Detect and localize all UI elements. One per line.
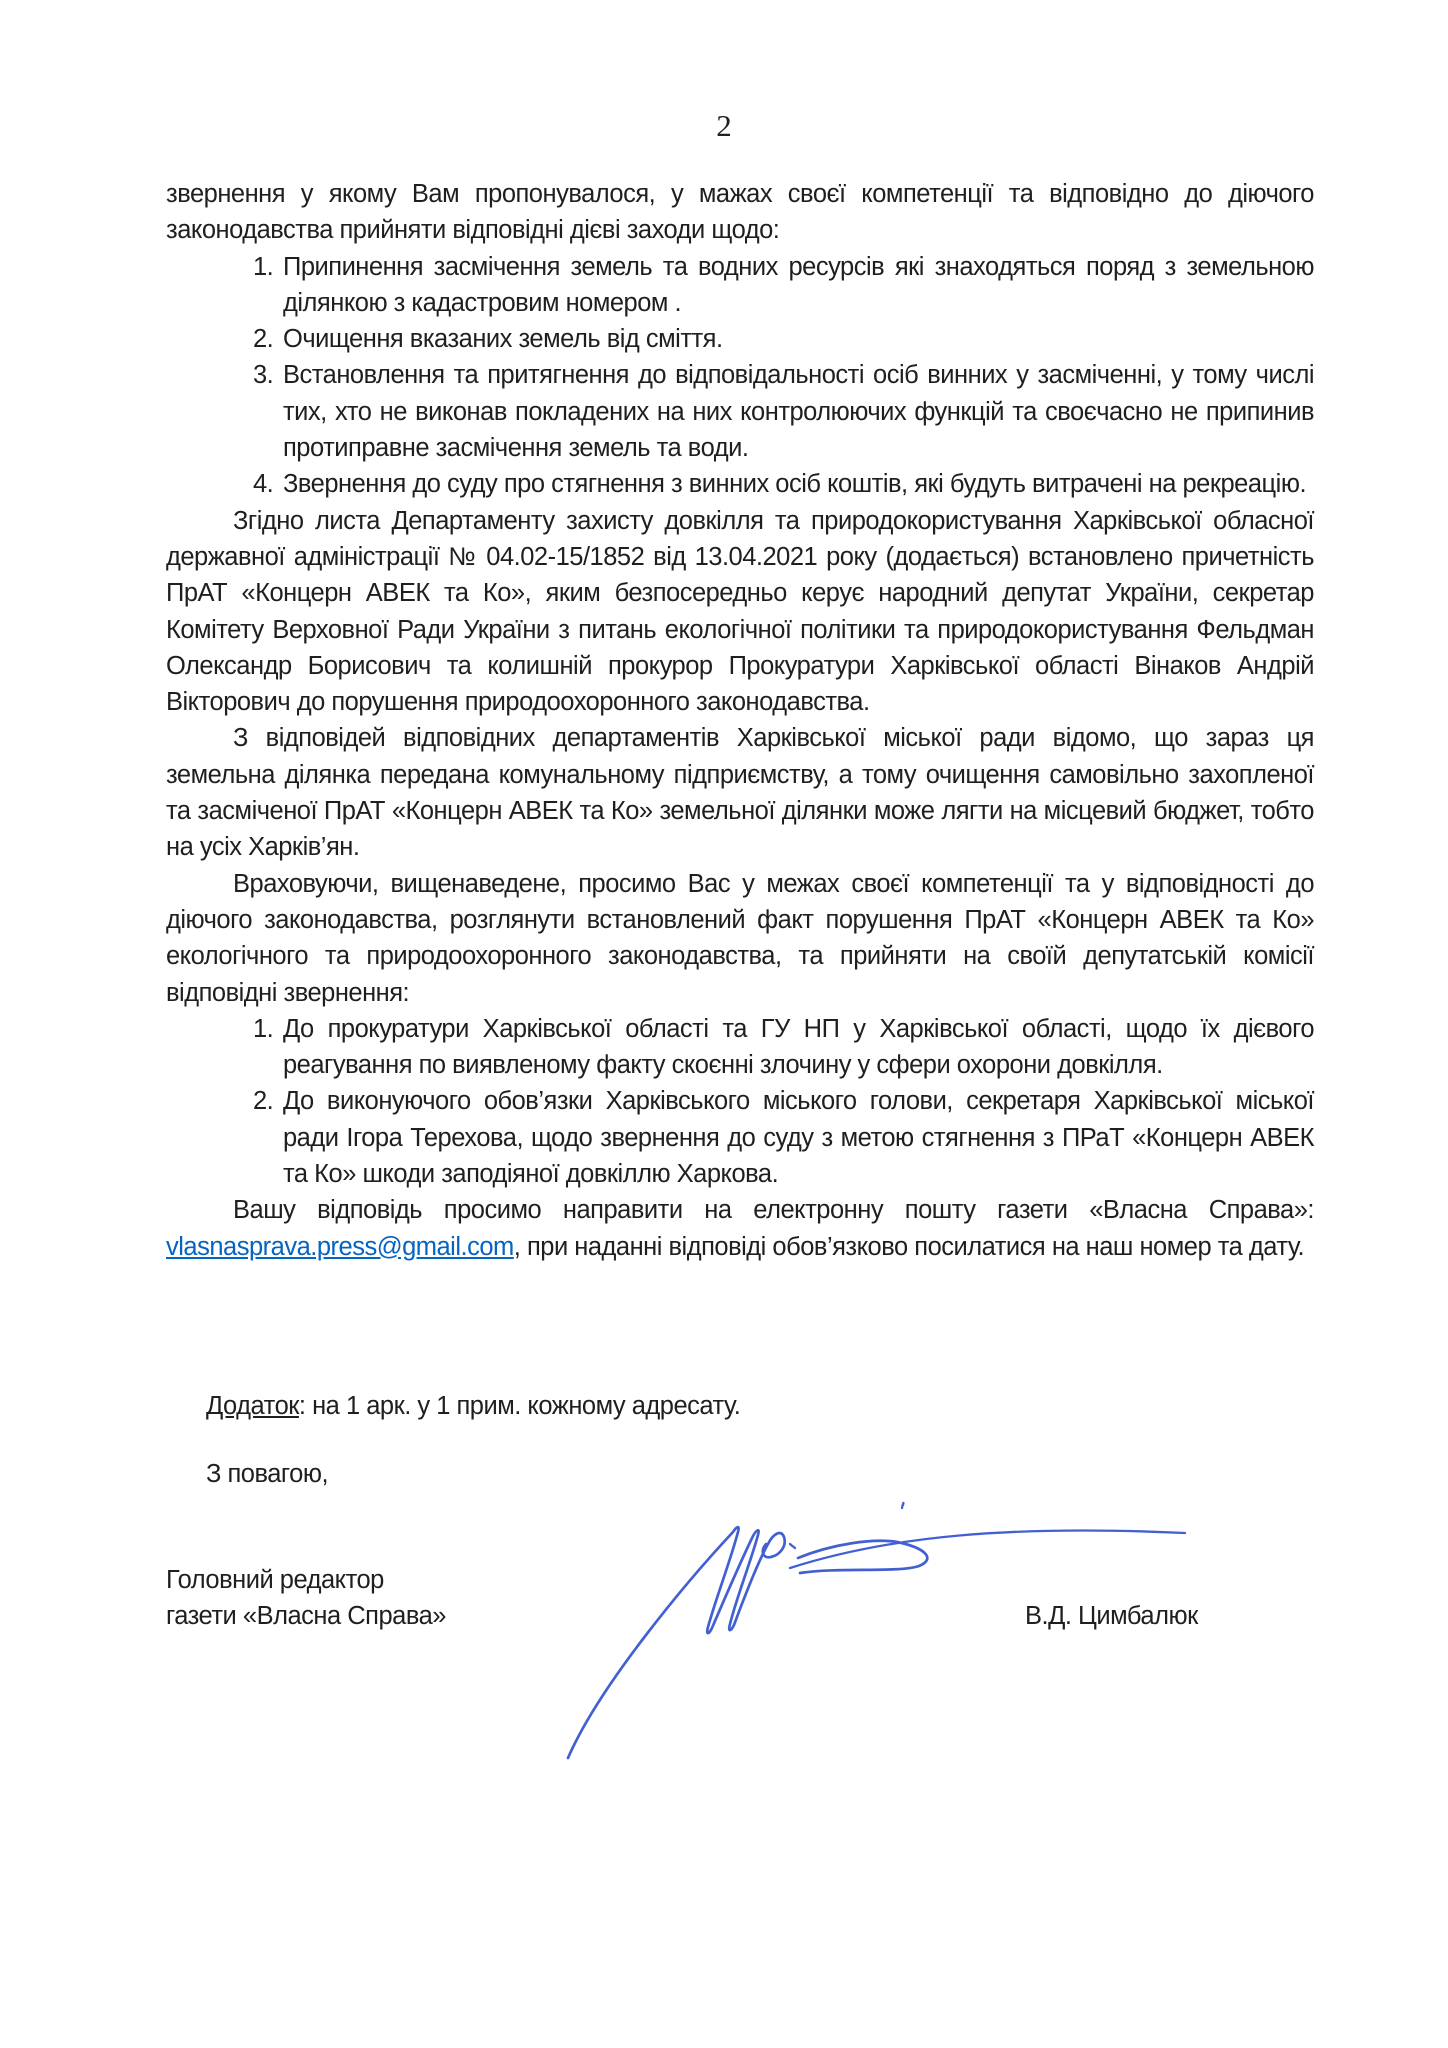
list-item-number: 4. [253,470,274,499]
demands-list [166,249,1314,503]
closing-block [166,1562,1314,1635]
paragraph-intro: звернення у якому Вам пропонувалося, у мажах своєї компетенції та відповідно до діючого законодавства прийняти відповідні дієві заходи щодо: [166,180,1314,245]
reply-text-before: Вашу відповідь просимо направити на електронну пошту газети «Власна Справа»: [233,1196,1314,1225]
salutation: З повагою, [206,1460,329,1488]
paragraph-vidpovidi: З відповідей відповідних департаментів Харківської міської ради відомо, що зараз ця земельна ділянка передана комунальному підприємству, а тому очищення самовільно захопленої та засміченої ПрАТ «Концерн АВЕК та Ко» земельної ділянки може лягти на місцевий бюджет, тобто на усіх Харків’ян. [166,724,1314,862]
paragraph-zgidno: Згідно листа Департаменту захисту довкілля та природокористування Харківської обласної державної адміністрації № 04.02-15/1852 від 13.04.2021 року (додається) встановлено причетність ПрАТ «Концерн АВЕК та Ко», яким безпосередньо керує народний депутат України, секретар Комітету Верховної Ради України з питань екологічної політики та природокористування Фельдман Олександр Борисович та колишній прокурор Прокуратури Харківської області Вінаков Андрій Вікторович до порушення природоохоронного законодавства. [166,506,1314,717]
paragraph-reply [166,1192,1314,1265]
signer-position-line1: Головний редактор [166,1566,384,1594]
attachment-text: : на 1 арк. у 1 прим. кожному адресату. [298,1392,741,1420]
list-item-text: Очищення вказаних земель від сміття. [283,325,723,354]
reply-text-after: , при наданні відповіді обов’язково посилатися на наш номер та дату. [513,1232,1305,1261]
signer-position-line2: газети «Власна Справа» [166,1602,446,1631]
list-item-number: 3. [253,361,274,390]
list-item-text: Встановлення та притягнення до відповідальності осіб винних у засміченні, у тому числі тих, хто не виконав покладених на них контролюючих функцій та своєчасно не припинив протиправне засмічення земель та води. [283,361,1314,463]
list-item-text: До прокуратури Харківської області та ГУ НП у Харківської області, щодо їх дієвого реагування по виявленому факту скоєнні злочину у сфери охорони довкілля. [283,1014,1314,1080]
list-item-text: До виконуючого обов’язки Харківського міського голови, секретаря Харківської міської ради Ігора Терехова, щодо звернення до суду з метою стягнення з ПРаТ «Концерн АВЕК та Ко» шкоди заподіяної довкіллю Харкова. [283,1087,1314,1189]
signature-stroke [902,1503,903,1508]
letter-body [166,176,1314,1265]
attachment-label: Додаток [206,1392,299,1420]
attachment-note [206,1388,740,1424]
signature-stroke [790,1544,795,1548]
list-item-text: Припинення засмічення земель та водних ресурсів які знаходяться поряд з земельною ділянкою з кадастровим номером . [283,252,1314,317]
list-item-number: 1. [253,1014,274,1043]
signer-name: В.Д. Цимбалюк [1025,1602,1198,1630]
list-item [166,357,1314,466]
appeals-list [166,1011,1314,1192]
list-item-text: Звернення до суду про стягнення з винних осіб коштів, які будуть витрачені на рекреацію. [283,470,1307,499]
paragraph-vrakhovuyuchy: Враховуючи, вищенаведене, просимо Вас у межах своєї компетенції та у відповідності до діючого законодавства, розглянути встановлений факт порушення ПрАТ «Концерн АВЕК та Ко» екологічного та природоохоронного законодавства, та прийняти на своїй депутатській комісії відповідні звернення: [166,869,1314,1007]
list-item [166,321,1314,357]
page-number: 2 [716,108,732,143]
list-item [166,1083,1314,1192]
list-item-number: 2. [253,325,274,354]
list-item-number: 2. [253,1087,274,1116]
email-link[interactable]: vlasnasprava.press@gmail.com [166,1232,514,1261]
list-item [166,1011,1314,1084]
list-item-number: 1. [253,252,274,281]
list-item [166,466,1314,502]
list-item [166,249,1314,322]
